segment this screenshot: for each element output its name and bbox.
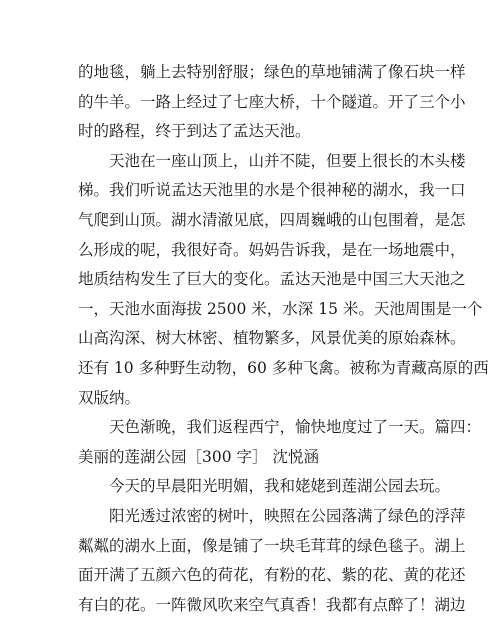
text-line: 还有 10 多种野生动物，60 多种飞禽。被称为青藏高原的西	[78, 358, 489, 377]
text-line: 时的路程，终于到达了孟达天池。	[78, 122, 311, 141]
paragraph-2	[78, 147, 489, 413]
text-line: 气爬到山顶。湖水清澈见底，四周巍峨的山包围着，是怎	[78, 210, 466, 229]
paragraph-5	[78, 502, 466, 620]
paragraph-1	[78, 58, 466, 147]
text-line: 地质结构发生了巨大的变化。孟达天池是中国三大天池之	[78, 270, 466, 289]
paragraph-4	[78, 472, 451, 502]
text-line: 有白的花。一阵微风吹来空气真香！我都有点醉了！湖边	[78, 595, 466, 614]
text-line: 的牛羊。一路上经过了七座大桥，十个隧道。开了三个小	[78, 92, 466, 111]
text-line: 面开满了五颜六色的荷花，有粉的花、紫的花、黄的花还	[78, 566, 466, 585]
text-line: 美丽的莲湖公园［300 字］ 沈悦涵	[78, 447, 319, 466]
text-line: 今天的早晨阳光明媚，我和姥姥到莲湖公园去玩。	[109, 477, 451, 496]
text-line: 的地毯，躺上去特别舒服；绿色的草地铺满了像石块一样	[78, 63, 466, 81]
text-line: 一，天池水面海拔 2500 米，水深 15 米。天池周围是一个	[78, 299, 483, 318]
text-line: 山高沟深、树大林密、植物繁多，风景优美的原始森林。	[78, 329, 466, 348]
document-body	[78, 58, 489, 620]
paragraph-3	[78, 413, 482, 472]
text-line: 粼粼的湖水上面，像是铺了一块毛茸茸的绿色毯子。湖上	[78, 536, 466, 555]
text-line: 天池在一座山顶上，山并不陡，但要上很长的木头楼	[109, 151, 466, 170]
text-line: 么形成的呢，我很好奇。妈妈告诉我，是在一场地震中，	[78, 240, 466, 259]
text-line: 双版纳。	[78, 388, 141, 407]
text-line: 梯。我们听说孟达天池里的水是个很神秘的湖水，我一口	[78, 181, 466, 200]
text-line: 阳光透过浓密的树叶，映照在公园落满了绿色的浮萍	[109, 506, 466, 525]
text-line: 天色渐晚，我们返程西宁，愉快地度过了一天。篇四：	[109, 418, 482, 437]
